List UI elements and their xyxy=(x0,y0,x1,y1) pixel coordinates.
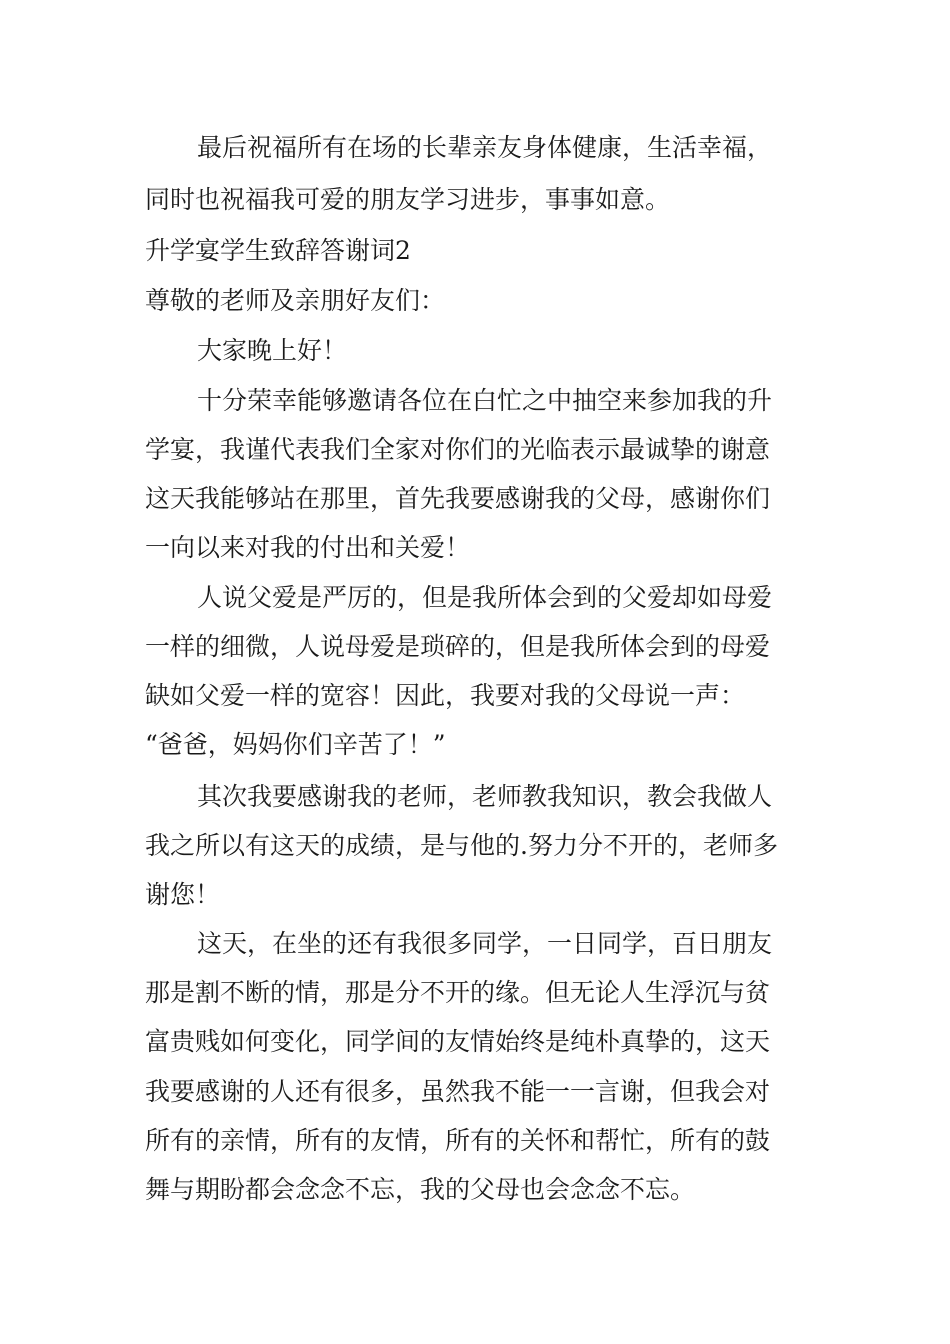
paragraph-line: 一样的细微，人说母爱是琐碎的，但是我所体会到的母爱 xyxy=(145,632,771,661)
paragraph-line: 一向以来对我的付出和关爱！ xyxy=(145,533,471,562)
paragraph-line: 这天我能够站在那里，首先我要感谢我的父母，感谢你们 xyxy=(145,484,771,513)
paragraph-line: 最后祝福所有在场的长辈亲友身体健康，生活幸福， xyxy=(197,133,773,162)
paragraph-line: 我之所以有这天的成绩，是与他的.努力分不开的，老师多 xyxy=(145,831,778,860)
paragraph-line: 十分荣幸能够邀请各位在白忙之中抽空来参加我的升 xyxy=(197,386,773,415)
section-heading: 升学宴学生致辞答谢词2 xyxy=(145,236,411,265)
paragraph-line: 我要感谢的人还有很多，虽然我不能一一言谢，但我会对 xyxy=(145,1077,771,1106)
greeting: 大家晚上好！ xyxy=(197,336,348,365)
paragraph-line: 学宴，我谨代表我们全家对你们的光临表示最诚挚的谢意 xyxy=(145,435,771,464)
salutation: 尊敬的老师及亲朋好友们： xyxy=(145,286,446,315)
paragraph-line: 所有的亲情，所有的友情，所有的关怀和帮忙，所有的鼓 xyxy=(145,1126,771,1155)
paragraph-line: 缺如父爱一样的宽容！因此，我要对我的父母说一声： xyxy=(145,681,746,710)
paragraph-line: 人说父爱是严厉的，但是我所体会到的父爱却如母爱 xyxy=(197,583,773,612)
paragraph-line: 这天，在坐的还有我很多同学，一日同学，百日朋友 xyxy=(197,929,773,958)
paragraph-line: 同时也祝福我可爱的朋友学习进步，事事如意。 xyxy=(145,185,671,214)
paragraph-line: 富贵贱如何变化，同学间的友情始终是纯朴真挚的，这天 xyxy=(145,1027,771,1056)
paragraph-line: 谢您！ xyxy=(145,880,221,909)
paragraph-line: 舞与期盼都会念念不忘，我的父母也会念念不忘。 xyxy=(145,1175,696,1204)
paragraph-line: “爸爸，妈妈你们辛苦了！” xyxy=(145,730,446,759)
paragraph-line: 那是割不断的情，那是分不开的缘。但无论人生浮沉与贫 xyxy=(145,978,771,1007)
paragraph-line: 其次我要感谢我的老师，老师教我知识，教会我做人 xyxy=(197,782,773,811)
